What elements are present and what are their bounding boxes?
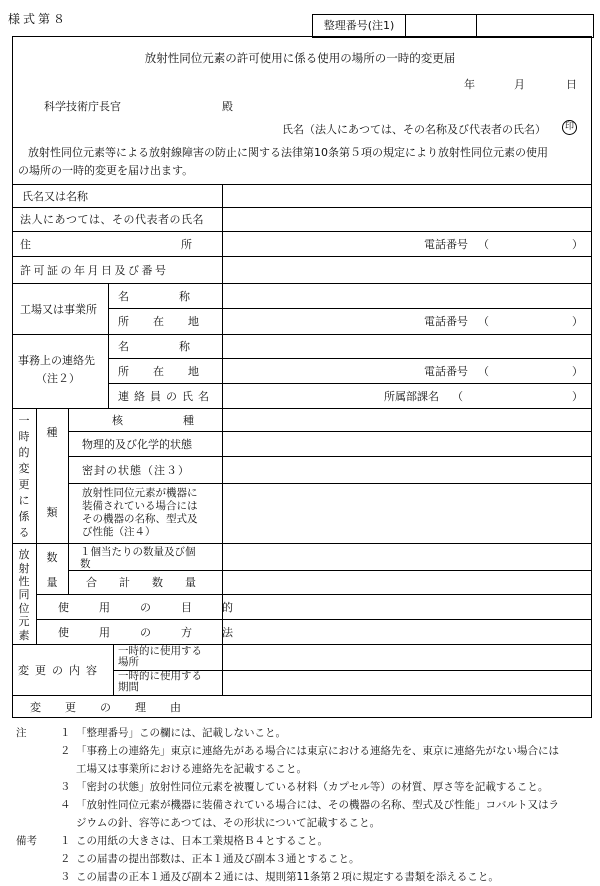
purpose-label: 使用の目的 bbox=[58, 600, 263, 614]
applicant-name-label: 氏名（法人にあつては、その名称及び代表者の氏名） bbox=[282, 123, 546, 136]
declaration-text-line-2: の場所の一時的変更を届け出ます。 bbox=[18, 164, 194, 177]
quantity-label-suu: 数 bbox=[46, 551, 58, 564]
row-divider bbox=[12, 543, 592, 544]
reference-number-box bbox=[312, 14, 594, 38]
radioisotope-char: 放 bbox=[18, 548, 30, 562]
address-label-text: 住所 bbox=[20, 237, 342, 251]
column-divider bbox=[113, 644, 114, 695]
contact-label: 事務上の連絡先 bbox=[18, 354, 95, 367]
factory-phone-label: 電話番号 bbox=[424, 315, 468, 328]
date-year: 年 bbox=[464, 78, 475, 91]
note-text: 工場又は事業所における連絡先を記載すること。 bbox=[76, 763, 307, 775]
date-month: 月 bbox=[514, 78, 525, 91]
paren-close: ） bbox=[572, 364, 583, 378]
radioisotope-vertical-label bbox=[12, 548, 36, 642]
physical-chemical-state-label: 物理的及び化学的状態 bbox=[82, 437, 192, 451]
paren-open: （ bbox=[478, 364, 489, 378]
paren-close: ） bbox=[572, 389, 583, 403]
paren-open: （ bbox=[478, 315, 489, 328]
temporary-change-char: 係 bbox=[18, 509, 30, 523]
per-device-quantity-line: １個当たりの数量及び個 bbox=[80, 546, 196, 558]
phone-label: 電話番号 bbox=[424, 237, 468, 251]
temporary-change-char: 的 bbox=[18, 445, 30, 459]
note-text: この用紙の大きさは、日本工業規格Ｂ４とすること。 bbox=[76, 835, 328, 847]
type-label-rui: 類 bbox=[46, 506, 58, 519]
date-day: 日 bbox=[566, 78, 577, 91]
device-label bbox=[82, 487, 220, 539]
temporary-place-line: 場所 bbox=[118, 656, 139, 668]
nuclide-label: 核種 bbox=[112, 413, 254, 427]
temporary-change-char: 時 bbox=[18, 429, 30, 443]
note-heading: 注 bbox=[16, 727, 27, 739]
note-number: １ bbox=[60, 727, 71, 739]
note-line bbox=[8, 778, 598, 796]
note-heading: 備考 bbox=[16, 835, 37, 847]
note-number: １ bbox=[60, 835, 71, 847]
note-line bbox=[8, 760, 598, 778]
paren-close: ） bbox=[572, 315, 583, 328]
reference-number-label: 整理番号(注1) bbox=[313, 15, 406, 37]
note-number: ３ bbox=[60, 871, 71, 883]
method-label: 使用の方法 bbox=[58, 625, 263, 639]
contact-note: （注２） bbox=[36, 372, 80, 385]
radioisotope-char: 性 bbox=[18, 575, 30, 589]
temporary-period-line: 一時的に使用する bbox=[118, 670, 202, 682]
total-quantity-label: 合計数量 bbox=[86, 576, 218, 589]
seal-mark: 印 bbox=[562, 120, 577, 135]
factory-location-label: 所在地 bbox=[118, 315, 223, 328]
address-label bbox=[20, 231, 342, 256]
temporary-place-label bbox=[118, 646, 222, 668]
temporary-change-vertical-label bbox=[12, 412, 36, 540]
sealed-state-label: 密封の状態（注３） bbox=[82, 463, 190, 477]
row-divider bbox=[12, 408, 592, 409]
paren-close: ） bbox=[572, 237, 583, 251]
temporary-change-char: る bbox=[18, 525, 30, 539]
note-number: ２ bbox=[60, 745, 71, 757]
radioisotope-char: 元 bbox=[18, 615, 30, 629]
per-device-quantity-label bbox=[80, 546, 220, 570]
representative-label: 法人にあつては、その代表者の氏名 bbox=[20, 213, 204, 226]
note-number: ４ bbox=[60, 799, 71, 811]
note-text: 「整理番号」この欄には、記載しないこと。 bbox=[76, 727, 286, 739]
contact-phone-label: 電話番号 bbox=[424, 364, 468, 378]
name-label: 氏名又は名称 bbox=[22, 189, 88, 203]
temporary-change-char: 一 bbox=[18, 413, 30, 427]
factory-name-label: 名称 bbox=[118, 289, 240, 303]
contact-person-label: 連絡員の氏名 bbox=[118, 389, 214, 403]
temporary-period-line: 期間 bbox=[118, 681, 139, 693]
note-line bbox=[8, 724, 598, 742]
note-text: 「放射性同位元素が機器に装備されている場合には、その機器の名称、型式及び性能」コバルト又はラ bbox=[76, 799, 559, 811]
note-text: ジウムの針、容等にあつては、その形状について記載すること。 bbox=[76, 817, 381, 829]
type-label-shu: 種 bbox=[46, 426, 58, 439]
note-line bbox=[8, 850, 598, 868]
paren-open: （ bbox=[452, 389, 463, 403]
per-device-quantity-line: 数 bbox=[80, 558, 91, 570]
temporary-change-char: に bbox=[18, 493, 30, 507]
form-number: 様式第８ bbox=[8, 12, 69, 26]
temporary-place-line: 一時的に使用する bbox=[118, 645, 202, 657]
change-reason-label: 変更の理由 bbox=[30, 700, 205, 714]
note-text: 「密封の状態」放射性同位元素を被覆している材料（カプセル等）の材質、厚さ等を記載すること。 bbox=[76, 781, 549, 793]
note-text: 「事務上の連絡先」東京に連絡先がある場合には東京における連絡先を、東京に連絡先がない場合には bbox=[76, 745, 559, 757]
honorific: 殿 bbox=[222, 100, 233, 113]
device-label-line: 放射性同位元素が機器に bbox=[82, 487, 198, 499]
radioisotope-char: 素 bbox=[18, 628, 30, 642]
temporary-change-char: 更 bbox=[18, 477, 30, 491]
note-line bbox=[8, 868, 598, 886]
note-line bbox=[8, 742, 598, 760]
reference-number-field[interactable] bbox=[406, 15, 477, 37]
row-divider bbox=[12, 334, 592, 335]
device-label-line: その機器の名称、型式及 bbox=[82, 513, 198, 525]
device-label-line: び性能（注４） bbox=[82, 526, 156, 538]
quantity-label-ryo: 量 bbox=[46, 576, 58, 589]
declaration-text-line-1: 放射性同位元素等による放射線障害の防止に関する法律第10条第５項の規定により放射性同位元素の使用 bbox=[28, 146, 548, 159]
column-divider bbox=[222, 184, 223, 695]
radioisotope-char: 同 bbox=[18, 588, 30, 602]
note-number: ３ bbox=[60, 781, 71, 793]
form-title: 放射性同位元素の許可使用に係る使用の場所の一時的変更届 bbox=[144, 51, 456, 65]
radioisotope-char: 位 bbox=[18, 601, 30, 615]
row-divider bbox=[68, 483, 592, 484]
note-text: この届書の提出部数は、正本１通及び副本３通とすること。 bbox=[76, 853, 360, 865]
radioisotope-char: 射 bbox=[18, 561, 30, 575]
note-line bbox=[8, 832, 598, 850]
column-divider bbox=[68, 408, 69, 594]
addressee: 科学技術庁長官 bbox=[44, 100, 121, 113]
temporary-change-char: 変 bbox=[18, 461, 30, 475]
column-divider bbox=[108, 283, 109, 408]
note-line bbox=[8, 796, 598, 814]
note-line bbox=[8, 814, 598, 832]
change-content-label: 変更の内容 bbox=[18, 663, 103, 677]
temporary-period-label bbox=[118, 671, 222, 693]
permit-label: 許可証の年月日及び番号 bbox=[20, 263, 169, 277]
note-text: この届書の正本１通及び副本２通には、規則第11条第２項に規定する書類を添えること。 bbox=[76, 871, 499, 883]
department-label: 所属部課名 bbox=[384, 389, 439, 403]
device-label-line: 装備されている場合には bbox=[82, 500, 198, 512]
contact-location-label: 所在地 bbox=[118, 364, 223, 378]
note-number: ２ bbox=[60, 853, 71, 865]
contact-name-label: 名称 bbox=[118, 340, 240, 353]
paren-open: （ bbox=[478, 237, 489, 251]
notes-section bbox=[8, 724, 598, 886]
factory-label: 工場又は事業所 bbox=[20, 302, 97, 316]
